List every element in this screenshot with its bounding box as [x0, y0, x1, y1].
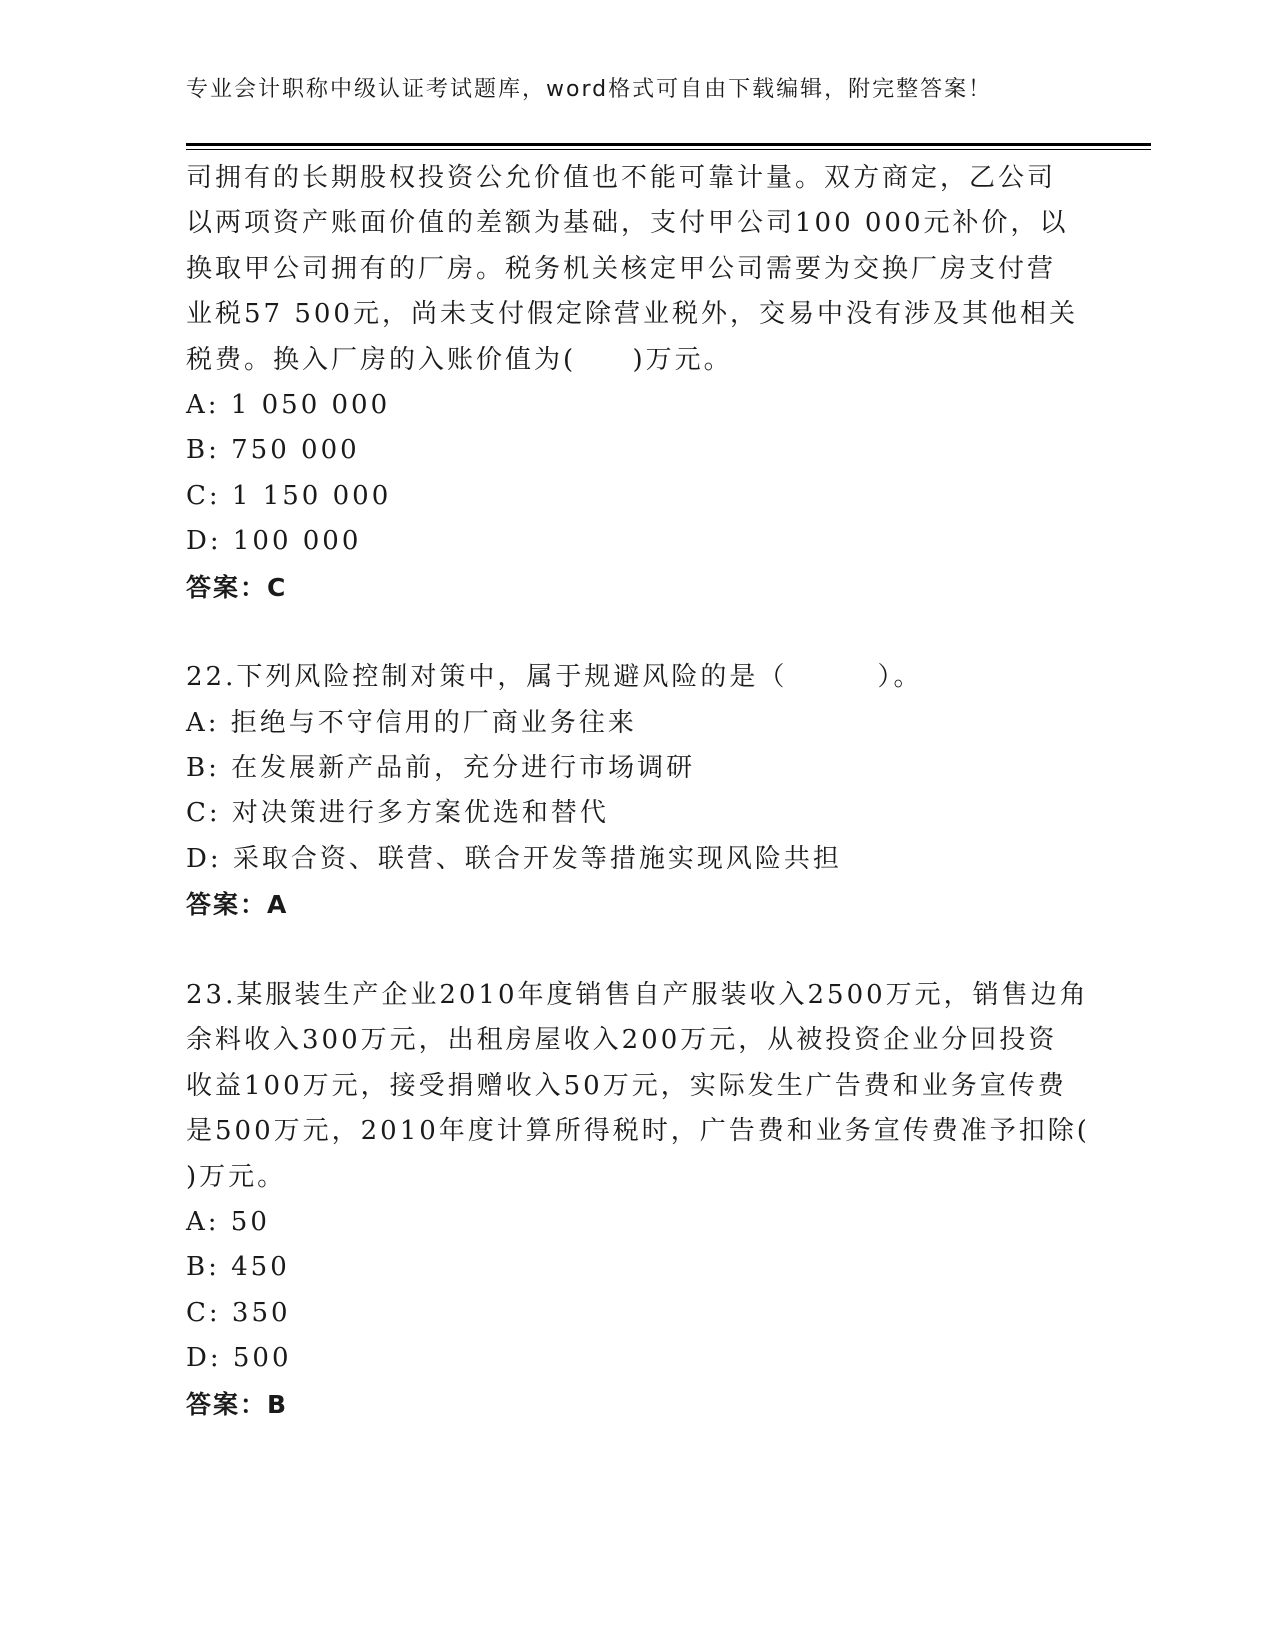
header-rule-thick [186, 143, 1151, 146]
option-b: B: 450 [186, 1252, 290, 1283]
question-text-line: 司拥有的长期股权投资公允价值也不能可靠计量。双方商定，乙公司 [186, 163, 1057, 193]
question-text-line: 是500万元，2010年度计算所得税时，广告费和业务宣传费准予扣除( [186, 1116, 1090, 1147]
option-c: C: 1 150 000 [186, 480, 392, 511]
question-text-line: 收益100万元，接受捐赠收入50万元，实际发生广告费和业务宣传费 [186, 1070, 1067, 1101]
header-rule-thin [186, 149, 1151, 150]
question-text-line: 换取甲公司拥有的厂房。税务机关核定甲公司需要为交换厂房支付营 [186, 253, 1057, 284]
option-b: B: 750 000 [186, 435, 360, 466]
question-text-line: )万元。 [186, 1161, 287, 1192]
option-b: B: 在发展新产品前，充分进行市场调研 [186, 753, 696, 784]
option-a: A: 50 [186, 1206, 270, 1237]
document-body [186, 156, 1090, 1427]
option-c: C: 对决策进行多方案优选和替代 [186, 798, 609, 829]
question-23 [186, 973, 1090, 1427]
question-text-line: 23.某服装生产企业2010年度销售自产服装收入2500万元，销售边角 [186, 980, 1089, 1011]
question-text-line: 22.下列风险控制对策中，属于规避风险的是（ ）。 [186, 662, 923, 693]
spacer [186, 928, 1086, 973]
question-text-line: 业税57 500元，尚未支付假定除营业税外，交易中没有涉及其他相关 [186, 299, 1078, 330]
answer: 答案：C [186, 572, 288, 602]
option-a: A: 1 050 000 [186, 389, 391, 420]
question-text-line: 以两项资产账面价值的差额为基础，支付甲公司100 000元补价，以 [186, 208, 1069, 239]
option-d: D: 500 [186, 1343, 292, 1374]
question-text-line: 税费。换入厂房的入账价值为( )万元。 [186, 344, 733, 375]
page-header: 专业会计职称中级认证考试题库，word格式可自由下载编辑，附完整答案！ [186, 77, 993, 102]
question-text-line: 余料收入300万元，出租房屋收入200万元，从被投资企业分回投资 [186, 1025, 1058, 1056]
option-c: C: 350 [186, 1297, 291, 1328]
option-d: D: 100 000 [186, 526, 362, 557]
answer: 答案：A [186, 890, 289, 920]
spacer [186, 610, 1086, 655]
question-21 [186, 156, 1086, 610]
answer: 答案：B [186, 1389, 289, 1419]
question-22 [186, 655, 1086, 927]
option-a: A: 拒绝与不守信用的厂商业务往来 [186, 707, 637, 738]
option-d: D: 采取合资、联营、联合开发等措施实现风险共担 [186, 843, 842, 874]
